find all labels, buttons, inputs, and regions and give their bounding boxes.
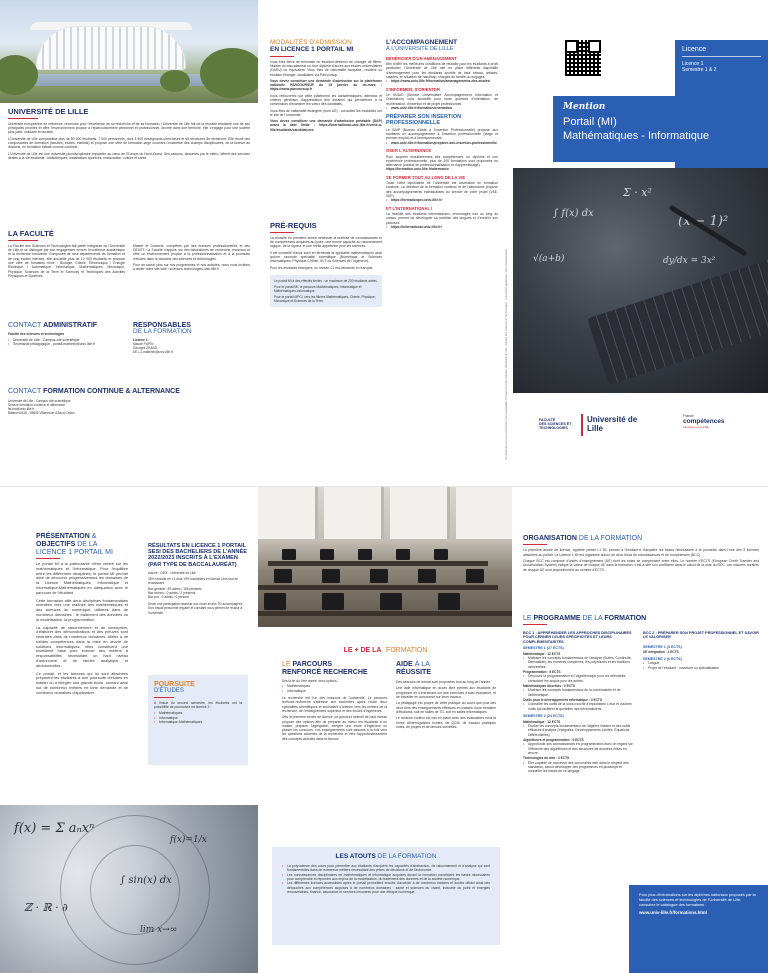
contact-fc-title-a: CONTACT (8, 388, 42, 395)
prereq-title: PRÉ-REQUIS (270, 221, 317, 230)
responsables-title-a: RESPONSABLES (133, 322, 191, 329)
accomp-s3-text: Le BAIP (Bureau d'Aide à l'Insertion Professionnelle) propose aux étudiants un accompagnement à l'insertion professionnelle (stage et premier emploi) et à l'entrepreneuriat. (386, 127, 498, 141)
parcours-item: • Informatique (282, 689, 387, 693)
accomp-s6-link[interactable]: • https://international.univ-lille.fr/ (386, 225, 498, 229)
orga-title-b: DE LA FORMATION (578, 535, 643, 542)
column-university (0, 0, 258, 486)
admission-text-5: Vous devez constituer une demande d'admission préalable (DAP) avant la date limite : https://international.univ-lille.fr/venir-a-lille/etudiants/candidatures (270, 119, 382, 132)
accomp-s1-title: BÉNÉFICIER D'UN AMÉNAGEMENT (386, 55, 457, 61)
cover-level: Licence 1 (682, 61, 704, 67)
competences-logo-line: compétences (683, 418, 725, 425)
results-source: source : ODiF - Université de Lille (148, 570, 196, 575)
campus-photo (0, 0, 258, 103)
responsables-email[interactable]: DE-L1-mathinfo@univ-lille.fr (133, 350, 173, 355)
university-text-1: Université européenne de référence, reconnue pour l'excellence de sa recherche et de sa formation, l'Université de Lille fait de la réussite étudiante une de ses principales priorités et offre l'environnement propice à l'épanouissement personnel et professionnel. Ancrée dans son territoire, elle s'engage pour une société plus juste, solidaire et durable. (8, 121, 250, 135)
university-title: UNIVERSITÉ DE LILLE (8, 107, 89, 116)
competences-logo-line: France (683, 414, 694, 418)
s2-algo-item: • Approfondir ses connaissances en programmation avec un regard sur l'efficacité des algorithmes et des structures de données mises en œuvre. (523, 742, 633, 755)
cover-portail: Portail (MI) (563, 116, 617, 128)
qr-code-icon (565, 40, 601, 76)
cover-badge: Licence (682, 46, 761, 57)
info-link[interactable]: www.univ-lille.fr/formations.html (639, 910, 707, 916)
poursuite-title-a: POURSUITE (154, 681, 195, 688)
contact-admin-sub: Faculté des sciences et technologies (8, 331, 65, 336)
programme-title-a: LE (523, 615, 532, 622)
france-competences-logo (683, 414, 743, 429)
aide-text-2: Une aide informatique en accès libre permet aux étudiants de progresser en s'entraînant sur des exercices d'auto-évaluation, et de travailler en autonomie sur leurs travaux. (396, 686, 496, 700)
accomp-s4-text: Pour acquérir simultanément des compétences, un diplôme et une expérience professionnelle, plus de 200 formations sont proposées en alternance (contrat de professionnalisation et d'apprentissage). (386, 154, 498, 168)
b2-s1-head: SEMESTRE 1 (3 ECTS) (643, 644, 682, 649)
faculty-logo-line: TECHNOLOGIES (539, 426, 568, 430)
contact-fc-block (0, 388, 258, 415)
contact-fc-line: Université de Lille - Campus cité scientifique (8, 398, 71, 403)
presentation-title-b: OBJECTIFS (36, 540, 76, 548)
prereq-box-text: Pour le portail MPCI, vers les filières Mathématiques, Chimie, Physique, Mécanique et Sciences de la Terre. (274, 295, 376, 304)
s2-head: SEMESTRE 2 (24 ECTS) (523, 714, 564, 719)
university-logo-text: Université de Lille (587, 415, 638, 433)
formula-photo: f(x) = Σ aₙxⁿ ∫ sin(x) dx ℤ · ℝ · ∂ lim x→∞ f(x)=1/x (0, 805, 258, 973)
aide-title-c: RÉUSSITE (396, 668, 432, 676)
accomp-s1-link[interactable]: • https://www.univ-lille.fr/formation/amenagements-des-etudes/ (386, 79, 498, 83)
aide-text-1: Des séances de tutorat sont proposées tout au long de l'année. (396, 680, 492, 685)
presentation-title-amp: & (91, 533, 97, 540)
results-block (148, 543, 248, 615)
contact-fc-line: Service formation continue et alternance (8, 402, 66, 407)
s2-math-item: • Étudier les concepts fondamentaux de l'algèbre linéaire et des outils efficaces d'analyse (Intégrales, Développements Limités, Équations Différentielles). (523, 724, 633, 737)
university-text-3: L'Université de Lille est une université pluridisciplinaire implantée au cœur de l'Europe du Nord-Ouest. Ses campus, desservis par le métro, offrent des services dédiés à la vie étudiante : bibliothèques, installations sportives, restauration, culture et santé. (8, 151, 250, 160)
cover-panel (513, 0, 768, 486)
parcours-item: • Mathématiques (282, 684, 387, 688)
aide-block (396, 661, 496, 729)
parcours-title-c: RENFORCÉ RECHERCHE (282, 668, 368, 676)
contact-fc-email[interactable]: fst-fca@univ-lille.fr (8, 406, 35, 411)
b2-s2-head: SEMESTRE 2 (6 ECTS) (643, 656, 682, 661)
presentation-text-3: La capacité de raisonnement et de conception, d'élaborer des démonstrations et des preuves sont centrales dans de nombreux domaines. Allées à de solides compétences dans la mise en œuvre de solutions informatiques, elles constituent une excellente base pour exercer des métiers à responsabilités nécessitant un haut niveau d'autonomie et de faculté analytique et décisionnelles. (36, 624, 128, 668)
aide-text-4: Le contrôle continu est mis en place avec des évaluations sous la forme d'interrogations écrites, de QCM, de travaux pratiques notés, de projets et de devoirs surveillés. (396, 716, 496, 729)
poursuite-block (148, 675, 248, 765)
prereq-text-3: Pour les étudiants étrangers, un niveau C1 est demandé en français. (270, 265, 374, 270)
poursuite-text: À l'issue du second semestre, les étudiants ont la possibilité de poursuivre en licence 2 : (154, 700, 242, 709)
presentation-text-1: Le portail MI a la particularité d'être centré sur les mathématiques et l'informatique. Pour l'équilibre entre les différentes disciplines, le portail MI permet ainsi de découvrir progressivement les domaines de la Licence Mathématiques, Informatique et Informatique-Mathématiques en adéquation avec le parcours de l'étudiant. (36, 560, 128, 595)
classroom-photo (258, 487, 512, 627)
bcc2-title: BCC 2 : PRÉPARER SON PROJET PROFESSIONNEL ET SAVOIR LE VALORISER (643, 631, 759, 640)
university-logo (587, 416, 647, 433)
parcours-sub: Dès la fin du 1ère année, deux options : (282, 679, 339, 684)
responsables-line: Licence 1 : (133, 338, 150, 343)
faculty-text-1: La Faculté des Sciences et Technologies fait partie intégrante de l'Université de Lille et se distingue par son engagement envers l'excellence académique et la recherche innovante. Composée de neuf départements de formation et de cinq écoles internes, elle accueille plus de 10 000 étudiants et propose une offre de formation riche : Biologie, Chimie, Électronique / Énergie Électrique / Automatique, Informatique, Mathématiques, Mécanique, Physique, Sciences de la Terre et Sciences et Techniques des Activités Physiques et Sportives. (8, 243, 125, 278)
info-text: Pour plus d'informations sur les diplômes nationaux proposés par la faculté des sciences et technologies de l'Université de Lille, consultez le catalogue des formations : (639, 892, 756, 907)
faculty-logo-line: FACULTÉ (539, 418, 556, 422)
atouts-title-b: DE LA FORMATION (377, 853, 437, 860)
b2-s1-line: UE intégration : 3 ECTS (643, 649, 679, 654)
accomp-s1-text: Afin d'offrir les meilleures conditions de réussite pour les étudiants à profil particulier, l'Université de Lille met en place différents dispositifs d'aménagement pour les étudiants sportifs de haut niveau, artistes, salariés, en situation de handicap, chargés de famille ou engagés. (386, 61, 498, 79)
plus-title-b: FORMATION (385, 647, 428, 654)
cover-mention: Mention (563, 102, 606, 112)
faculty-text-3: Pour en savoir plus sur nos programmes et nos activités, nous vous invitons à visiter notre site web : sciences-technologies.univ-lille.fr (133, 263, 250, 272)
aide-text-3: La pédagogie est propre de cette pratique au cours que plus des deux tiers des enseignements effectués en classes d'une trentaine d'étudiants, soit en salles de TD, soit en salles informatiques. (396, 701, 496, 714)
faculty-title: LA FACULTÉ (8, 229, 54, 238)
admission-title-a: MODALITÉS D'ADMISSION (270, 39, 352, 46)
atouts-title-a: LES ATOUTS (335, 853, 376, 860)
accomp-s5-link[interactable]: • https://formationpro.univ-lille.fr/ (386, 198, 498, 202)
presentation-text-4: Ce portail, et les licences qui lui sont attachées préparent les étudiants à une poursuite d'études en master ou à intégrer une grande école, ouvrant ainsi sur de nombreux métiers en forte demande et de nombreux domaines d'application. (36, 670, 128, 695)
contact-admin-item: • Université de Lille - Campus cité scientifique (8, 338, 125, 342)
accomp-s2-title: S'INFORMER, S'ORIENTER (386, 86, 440, 92)
bcc1-block (523, 631, 633, 774)
prereq-text-1: La réussite en première année nécessite la maîtrise de connaissances et de compétences acquises au lycée, une bonne capacité au raisonnement logique, de la rigueur et une réelle appétence pour les sciences. (270, 235, 382, 249)
s1-prog-item: • Découvrir la programmation et l'algorithmique pour les débutants, consolider les acquis pour les autres. (523, 674, 633, 683)
plus-title-a: LE + DE LA (343, 647, 382, 654)
presentation-title-a: PRÉSENTATION (36, 533, 90, 540)
accomp-s4-title: OSER L'ALTERNANCE (386, 148, 432, 154)
aide-title-a: AIDE (396, 661, 413, 668)
atouts-item: • Les connaissances disciplinaires en mathématiques et informatique acquises durant la formation constituent les bases nécessaires pour comprendre et répondre aux enjeux de la modélisation, du traitement des données et de la société numérique. (282, 873, 490, 882)
accomp-s6-text: La mobilité des étudiants internationaux, encouragée tout au long du cursus, permet de développer sa maîtrise des langues et d'enrichir son parcours. (386, 212, 498, 225)
parcours-block (282, 661, 387, 741)
faculty-logo (539, 418, 575, 430)
bcc2-block (643, 631, 759, 670)
atouts-item: • Les différentes licences accessibles après le portail permettent ensuite d'accéder à de nombreux masters et écoles offrant ainsi des débouchés aux compétences acquises à de nombreux domaines : santé et sciences du vivant, industrie du point et énergies renouvelables, finance, assurance et services innovants pour une éthique numérique. (282, 881, 490, 894)
brochure-inside (0, 487, 768, 973)
results-line: Bac techno : 0 admis / 2 présents (148, 591, 196, 596)
accomp-s2-text: Le SUAIO (Service Universitaire Accompagnement Information et Orientation) vous accueille pour toute question d'orientation, de réorientation, d'insertion et de projet professionnel. (386, 92, 498, 106)
prereq-box-text: Pour le portail MI, le parcours Mathématiques, Informatique et Mathématiques-Informatique. (274, 285, 362, 294)
s1-prog: Programmation : 9 ECTS (523, 670, 561, 675)
admission-title-b: EN LICENCE 1 PORTAIL MI (270, 45, 354, 53)
contact-admin-title-b: ADMINISTRATIF (43, 322, 98, 329)
contact-admin-title-a: CONTACT (8, 322, 42, 329)
b2-s2-item: • Projet de l'étudiant : ouverture ou spécialisation (643, 666, 759, 670)
cover-program: Mathématiques - Informatique (563, 130, 710, 142)
sheet-divider (0, 486, 768, 487)
math-photo: Σ · x² (x − 1)² ∫ f(x) dx dy/dx = 3x² √(a+b) (513, 168, 768, 393)
poursuite-item: • Mathématiques (154, 711, 242, 715)
programme-title-d: FORMATION (604, 615, 647, 622)
s1-head: SEMESTRE 1 (27 ECTS) (523, 646, 564, 651)
cover-semesters: Semestre 1 & 2 (682, 67, 717, 73)
poursuite-item: • Informatique-Mathématiques (154, 720, 242, 724)
brochure-outside (0, 0, 768, 486)
prereq-box-text: Le portail MI à des effectifs limités : un maximum de 200 étudiants admis. (274, 278, 378, 283)
responsables-line: Georges ZHANG (133, 346, 158, 351)
column-admission (270, 0, 382, 486)
faculty-logo-line: DES SCIENCES ET (539, 422, 572, 426)
poursuite-item: • Informatique (154, 716, 242, 720)
accomp-title-b: À L'UNIVERSITÉ DE LILLE (386, 45, 454, 52)
s2-algo: Algorithmes et programmation : 9 ECTS (523, 738, 584, 743)
aide-title-b: À LA (414, 661, 430, 668)
s1-math: Mathématique : 12 ECTS (523, 651, 561, 656)
admission-text-2: Vous devez constituer une demande d'admission sur la plateforme nationale PARCOURSUP du 15 janvier au mi-mars : https://www.parcoursup.fr (270, 78, 382, 92)
orga-text-2: Chaque BCC est composé d'unités d'enseignement (UE) dont les notes se compensent entre elles. Le nombre d'ECTS (European Credit Transfer and Accumulation System) indique la valeur de chaque UE dans la formation, c'est-à-dire son coefficient dans le calcul de la note du BCC. Les volumes horaires de chaque UE sont proportionnels au nombre d'ECTS. (523, 558, 759, 572)
results-note: Seule une participation assidue aux cours et aux TD accompagnée d'un travail personnel régulier et constant vous permet de réussir à l'université. (148, 602, 243, 615)
b2-s2-item: • Langue (643, 661, 759, 665)
accomp-s5-text: Toute l'offre diplômante de l'université est accessible en formation continue. La direction de la formation continue et de l'alternance propose des accompagnements individualisés au service de votre projet (VAE, VAP). (386, 181, 498, 198)
column-accompagnement (386, 0, 498, 486)
column-plus (258, 487, 513, 973)
presentation-title-d: LICENCE 1 PORTAIL MI (36, 548, 113, 556)
accomp-s3-title: PRÉPARER SON INSERTION PROFESSIONNELLE (386, 114, 462, 127)
responsables-line: Maude PUPIN (133, 342, 154, 347)
prereq-text-2: Il est conseillé d'avoir suivi en terminale la spécialité mathématiques ainsi qu'une seconde spécialité scientifique (Numérique et Sciences Informatiques, Physique-Chimie, SVT ou Sciences de l'ingénieur). (270, 250, 382, 264)
results-line: Bac général : 59 admis / 166 présents (148, 587, 202, 592)
atouts-item: • La polyvalence des cours pour permettre aux étudiants d'acquérir les capacités d'abstraction, de raisonnement et d'analyse qui sont fondamentales dans de nombreux métiers nécessitant des prises de décisions et de l'autonomie. (282, 864, 490, 873)
prereq-box (270, 275, 382, 307)
contact-responsables-block (133, 322, 250, 355)
presentation-title-c: DE LA (77, 540, 98, 548)
results-highlight: 35% réussite en L1 dont 19% bacheliers en licence Unis tout en réussissent. (148, 576, 239, 585)
bcc1-title: BCC 1 : APPRÉHENDER LES APPROCHES DISCIPLINAIRES POUR CERNER LEURS SPÉCIFICITÉS ET LEURS COMPLÉMENTARITÉS (523, 631, 632, 644)
parcours-title-b: PARCOURS (292, 661, 333, 668)
s2-math: Mathématique : 12 ECTS (523, 719, 561, 724)
cover-title-band (553, 96, 768, 162)
parcours-text-1: Le recherche est l'un des missions de l'université. Le parcours renforcé-recherche s'adresse aux bacheliers ayant choisi deux spécialités scientifiques et souhaitant s'orienter vers les métiers de la recherche, de l'enseignement supérieur et des écoles d'ingénieurs. (282, 696, 387, 713)
responsables-title-b: DE LA FORMATION (133, 328, 192, 336)
admission-text-4: Vous êtes de nationalité étrangère (hors UE) : consultez les modalités sur le site de l'université. (270, 108, 382, 117)
legal-vertical-text: Ce document est non contractuel. Il est susceptible d'évoluer en cours d'année. Université de Lille - Faculté des Sciences et Technologies - Conception graphique : pôle communication. (505, 248, 508, 460)
accomp-s6-title: ET L'INTERNATIONAL ! (386, 205, 433, 211)
contact-admin-item[interactable]: • Secrétariat pédagogique - portail-mathinfo@univ-lille.fr (8, 342, 125, 346)
presentation-text-2: Cette formation allie deux disciplines fondamentales orientées vers une maîtrise des mathématiques et des sciences du numérique, utilisées dans de nombreux domaines : le traitement des données ou la modélisation, la programmation. (36, 597, 128, 622)
results-title: RÉSULTATS EN LICENCE 1 PORTAIL SESI DES BACHELIERS DE L'ANNÉE 2022/2023 INSCRITS À L'EXAMEN (PAR TYPE DE BACCALAURÉAT) (148, 543, 247, 568)
admission-text-1: Vous êtes élève de terminale ou étudiant désireux de changer de filière, titulaire du baccalauréat ou d'un diplôme d'accès aux études universitaires (DAEU) ou équivalent. Vous êtes de nationalité française, résident ou étudiant étranger, candidatez via Parcoursup. (270, 59, 382, 77)
admission-text-3: Vous retrouverez sur cette plateforme les caractéristiques, attendus et critères généraux d'appréciation des dossiers qui permettront à la commission d'examiner les vœux des candidats. (270, 93, 382, 107)
orga-title-a: ORGANISATION (523, 535, 577, 542)
contact-admin-block (8, 322, 125, 355)
accomp-s4-link[interactable]: https://formation.univ-lille.fr/alternance (386, 167, 449, 172)
accomp-s2-link[interactable]: • www.univ-lille.fr/formation/orientation (386, 106, 498, 110)
s1-dm-item: • Maîtriser les concepts fondamentaux de la combinatoire et de l'arithmétique. (523, 688, 633, 697)
logo-strip (513, 400, 768, 486)
programme-title-b: PROGRAMME (533, 615, 581, 622)
s1-od: Outils pour le développement informatique : 3 ECTS (523, 698, 602, 703)
faculty-text-2: Master et Doctorat, complétés par des licences professionnelles et des DEUST. La Faculté s'appuie sur des laboratoires de recherche reconnus et offre un environnement propice à la professionnalisation et à la poursuite d'études dans le domaine des sciences et technologies. (133, 243, 250, 261)
orga-text-1: La première année de licence, appelée portail L1 MI, permet à l'étudiant·e d'acquérir les bases nécessaires à la poursuite dans l'une des 3 licences attachées au portail. La Licence 1 MI est organisée autour de deux blocs de connaissances et de compétences (BCC). (523, 548, 759, 557)
contact-fc-line: Bâtiment A18 - 59655 Villeneuve d'Ascq Cedex (8, 410, 75, 415)
column-presentation (0, 487, 258, 973)
s1-od-item: • Connaître les outils de la sous-couche d'exploitation Linux et d'autres outils qui facilitent le quotidien des informaticiens. (523, 702, 633, 711)
s1-dm: Mathématiques discrètes : 3 ECTS (523, 684, 576, 689)
info-panel (629, 885, 768, 973)
accomp-s3-link[interactable]: • www.univ-lille.fr/formation/preparer-son-insertion-professionnelle (386, 141, 498, 145)
poursuite-title-b: D'ÉTUDES (154, 688, 184, 695)
competences-logo-line: Financé par le FSE (683, 425, 709, 429)
programme-title-c: DE LA (582, 615, 603, 622)
contact-fc-title-b: FORMATION CONTINUE & ALTERNANCE (43, 388, 180, 395)
column-programme (513, 487, 768, 973)
parcours-title-a: LE (282, 661, 291, 668)
accomp-s5-title: SE FORMER TOUT AU LONG DE LA VIE (386, 174, 466, 180)
university-text-2: L'Université de Lille comptabilise plus de 80 000 étudiants, 7 000 personnels, dont 3 600 enseignants-chercheurs et 66 structures de recherche. Elle réunit des composantes de formation (facultés, écoles, instituts) et propose une offre de formation large couvrant l'ensemble des champs disciplinaires, de la licence au doctorat, en formation initiale comme continue. (8, 136, 250, 150)
results-line: Bac pro : 0 admis / 0 présent (148, 595, 189, 600)
atouts-block (272, 847, 500, 945)
s2-web: Technologies du web : 3 ECTS (523, 756, 570, 761)
accomp-title-a: L'ACCOMPAGNEMENT (386, 39, 458, 46)
s1-math-item: • Maîtriser les concepts fondamentaux de l'analyse (Suites, Continuité, Dérivabilité), les nombres complexes, les polynômes et les fractions rationnelles. (523, 656, 633, 669)
s2-web-item: • Être capable de concevoir des documents web dans le respect des standards, savoir développer des programmes en javascript et connaître les bases de ce langage. (523, 761, 633, 774)
parcours-text-2: Dès la première année de licence, ce parcours sélectif de haut niveau propose des options afin de préparer au mieux les étudiants à un master, préparer l'agrégation, intégrer une école d'ingénieur ou passer les concours. Les enseignements sont assurés à la fois vers les questions actuelles de la recherche et vers l'approfondissement des concepts abordés dans la licence. (282, 715, 387, 741)
